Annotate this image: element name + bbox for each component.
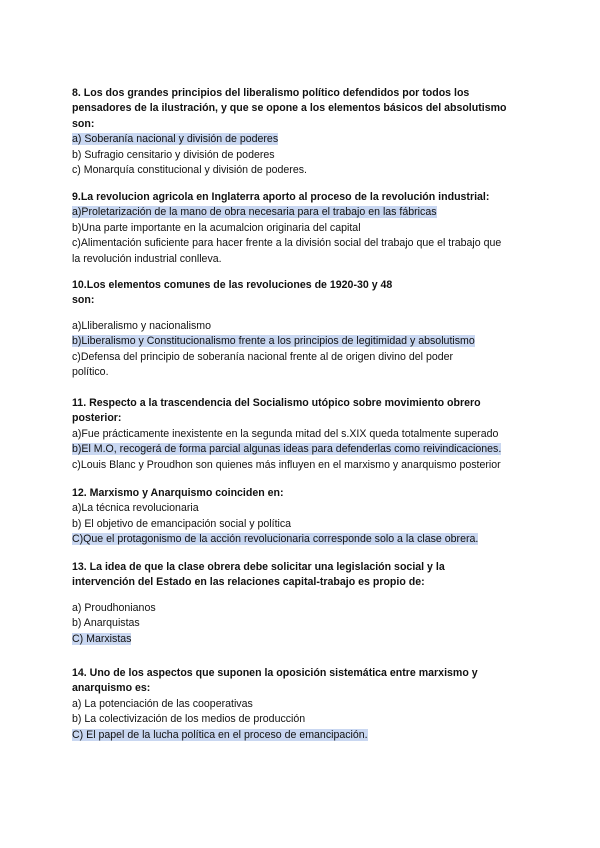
question-13-option-b: b) Anarquistas bbox=[72, 617, 140, 630]
question-12-stem: 12. Marxismo y Anarquismo coinciden en: bbox=[72, 487, 284, 499]
question-14-stem: 14. Uno de los aspectos que suponen la oposición sistemática entre marxismo y anarquismo es: bbox=[72, 667, 478, 695]
question-12-option-c: C)Que el protagonismo de la acción revolucionaria corresponde solo a la clase obrera. bbox=[72, 533, 479, 546]
question-10-option-c-cont: político. bbox=[72, 366, 109, 379]
question-13-stem: 13. La idea de que la clase obrera debe solicitar una legislación social y la intervención del Estado en las relaciones capital-trabajo es propio de: bbox=[72, 561, 445, 589]
question-9-option-b: b)Una parte importante en la acumalcion originaria del capital bbox=[72, 221, 361, 234]
question-9-stem: 9.La revolucion agricola en Inglaterra aporto al proceso de la revolución industrial: bbox=[72, 191, 490, 203]
question-14-option-c: C) El papel de la lucha política en el proceso de emancipación. bbox=[72, 728, 368, 741]
question-12-option-a: a)La técnica revolucionaria bbox=[72, 502, 199, 515]
question-11-stem: 11. Respecto a la trascendencia del Socialismo utópico sobre movimiento obrero posterior: bbox=[72, 397, 481, 425]
question-11-option-b: b)El M.O, recogerá de forma parcial algunas ideas para defenderlas como reivindicaciones. bbox=[72, 443, 502, 456]
question-10 bbox=[72, 278, 542, 380]
question-13 bbox=[72, 560, 542, 647]
question-9 bbox=[72, 190, 552, 267]
question-8-option-b: b) Sufragio censitario y división de poderes bbox=[72, 148, 275, 161]
question-14 bbox=[72, 666, 542, 743]
question-10-option-a: a)Lliberalismo y nacionalismo bbox=[72, 319, 211, 332]
question-11-option-a: a)Fue prácticamente inexistente en la segunda mitad del s.XIX queda totalmente superado bbox=[72, 427, 499, 440]
question-13-option-a: a) Proudhonianos bbox=[72, 601, 156, 614]
question-8-stem: 8. Los dos grandes principios del liberalismo político defendidos por todos los pensadores de la ilustración, y que se opone a los elementos básicos del absolutismo son: bbox=[72, 87, 507, 130]
question-11-option-c: c)Louis Blanc y Proudhon son quienes más influyen en el marxismo y anarquismo posterior bbox=[72, 458, 501, 471]
question-8 bbox=[72, 86, 542, 178]
question-8-option-c: c) Monarquía constitucional y división de poderes. bbox=[72, 164, 307, 177]
question-14-option-a: a) La potenciación de las cooperativas bbox=[72, 697, 253, 710]
question-12-option-b: b) El objetivo de emancipación social y política bbox=[72, 517, 292, 530]
question-10-stem: 10.Los elementos comunes de las revoluciones de 1920-30 y 48 son: bbox=[72, 279, 393, 307]
question-9-option-c-cont: la revolución industrial conlleva. bbox=[72, 252, 222, 265]
question-12 bbox=[72, 486, 542, 548]
question-8-option-a: a) Soberanía nacional y división de poderes bbox=[72, 133, 279, 146]
question-13-option-c: C) Marxistas bbox=[72, 632, 132, 645]
question-11 bbox=[72, 396, 562, 473]
question-9-option-a: a)Proletarización de la mano de obra necesaria para el trabajo en las fábricas bbox=[72, 206, 437, 219]
question-9-option-c: c)Alimentación suficiente para hacer frente a la división social del trabajo que el trabajo que bbox=[72, 237, 502, 250]
question-10-option-b: b)Liberalismo y Constitucionalismo frente a los principios de legitimidad y absolutismo bbox=[72, 335, 475, 348]
question-10-option-c: c)Defensa del principio de soberanía nacional frente al de origen divino del poder bbox=[72, 350, 454, 363]
question-14-option-b: b) La colectivización de los medios de producción bbox=[72, 713, 306, 726]
